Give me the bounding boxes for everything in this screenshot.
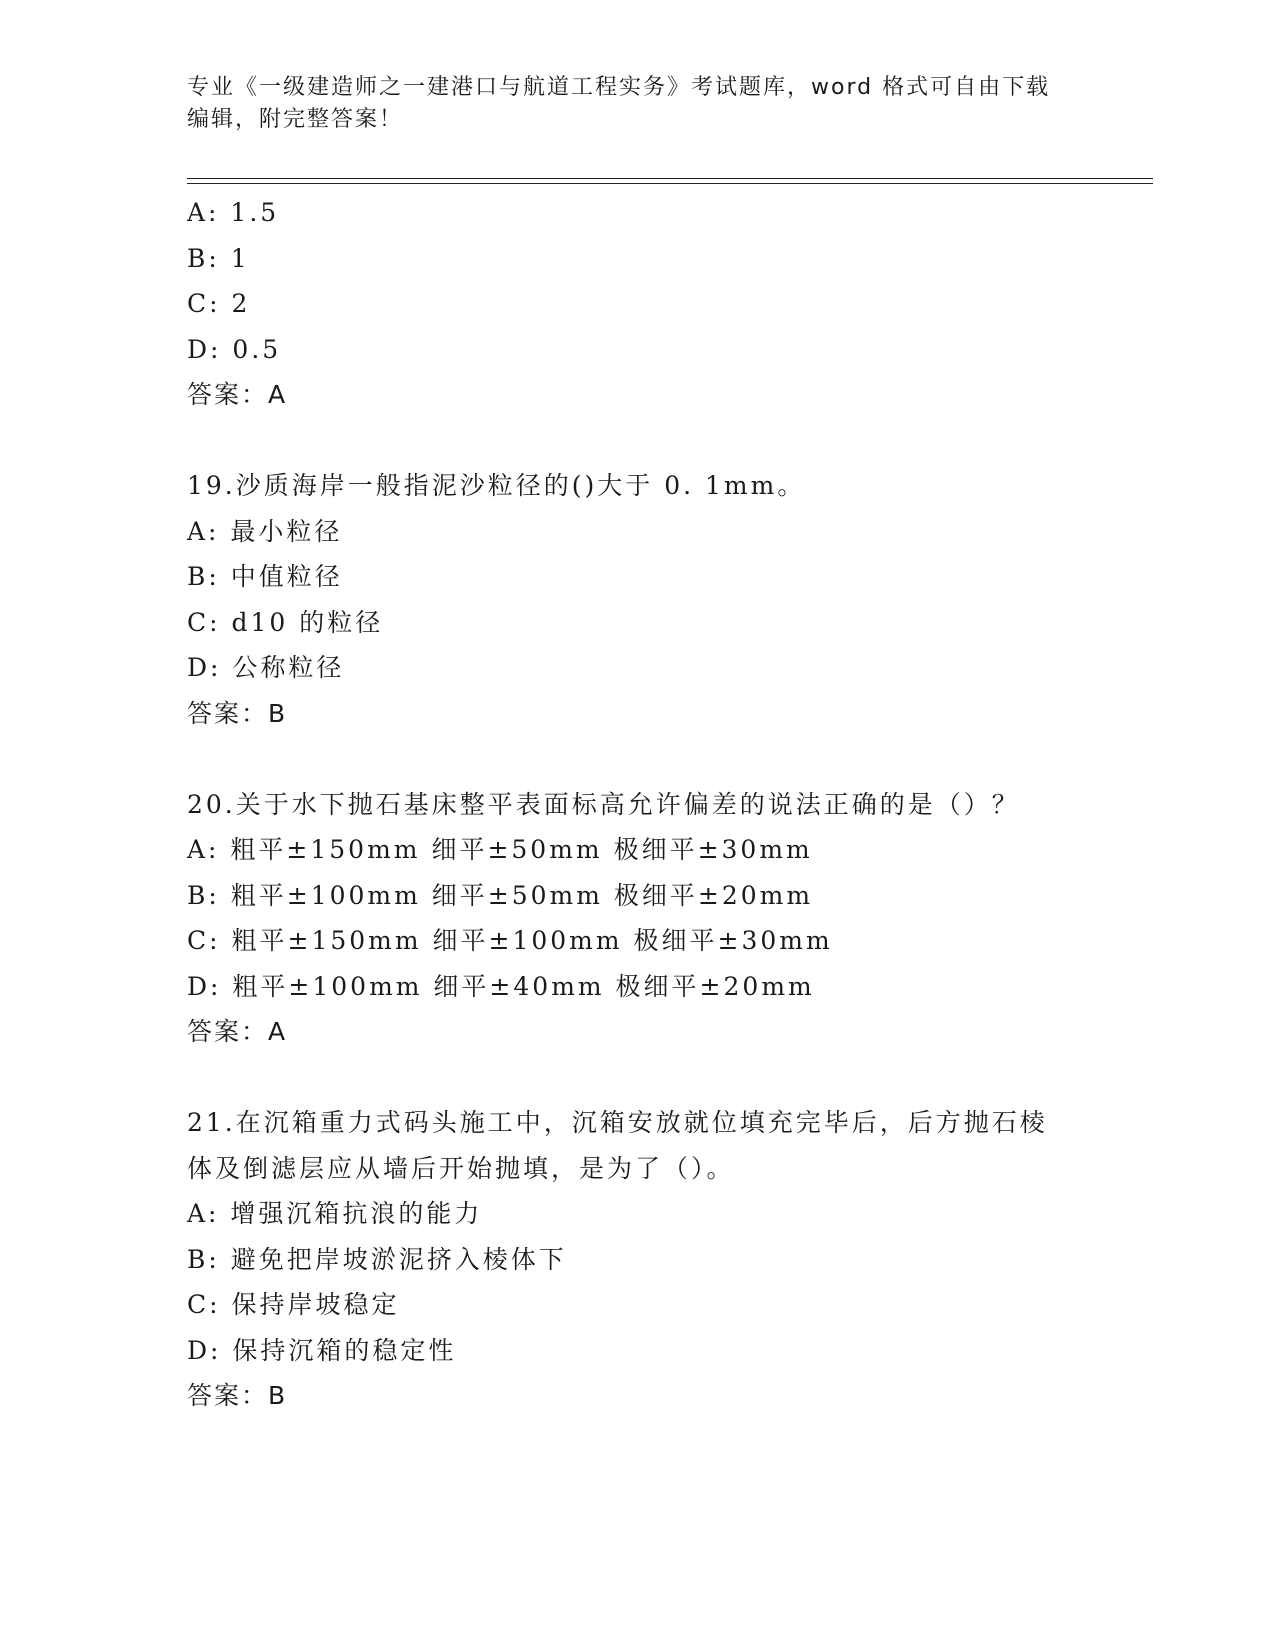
question-list xyxy=(187,190,1087,1419)
option-d: D: 公称粒径 xyxy=(187,653,345,682)
spacer xyxy=(187,736,1087,782)
option-b: B: 粗平±100mm 细平±50mm 极细平±20mm xyxy=(187,880,814,910)
question-title: 20.关于水下抛石基床整平表面标高允许偏差的说法正确的是（）？ xyxy=(187,789,1020,819)
option-d: D: 0.5 xyxy=(187,334,282,364)
spacer xyxy=(187,1055,1087,1101)
option-c: C: d10 的粒径 xyxy=(187,607,384,637)
option-b: B: 中值粒径 xyxy=(187,562,343,591)
answer: 答案：B xyxy=(187,698,288,728)
question-title: 19.沙质海岸一般指泥沙粒径的()大于 0. 1mm。 xyxy=(187,471,806,500)
answer: 答案：B xyxy=(187,1381,288,1410)
option-b: B: 避免把岸坡淤泥挤入棱体下 xyxy=(187,1244,567,1274)
answer: 答案：A xyxy=(187,380,288,409)
question-19 xyxy=(187,463,1087,736)
question-21 xyxy=(187,1100,1087,1419)
spacer xyxy=(187,418,1087,464)
option-b: B: 1 xyxy=(187,243,250,273)
option-d: D: 粗平±100mm 细平±40mm 极细平±20mm xyxy=(187,971,815,1001)
option-a: A: 粗平±150mm 细平±50mm 极细平±30mm xyxy=(187,835,813,864)
option-a: A: 1.5 xyxy=(187,198,280,227)
option-c: C: 2 xyxy=(187,289,251,318)
option-a: A: 增强沉箱抗浪的能力 xyxy=(187,1199,483,1228)
header-divider-bottom xyxy=(187,183,1153,184)
document-header: 专业《一级建造师之一建港口与航道工程实务》考试题库，word 格式可自由下载编辑，附完整答案！ xyxy=(187,75,1051,132)
answer: 答案：A xyxy=(187,1017,288,1046)
option-c: C: 保持岸坡稳定 xyxy=(187,1290,400,1319)
option-a: A: 最小粒径 xyxy=(187,516,343,546)
header-divider-top xyxy=(187,178,1153,179)
question-title-line-2: 体及倒滤层应从墙后开始抛填，是为了（）。 xyxy=(187,1153,735,1183)
question-20 xyxy=(187,782,1087,1055)
question-title-line-1: 21.在沉箱重力式码头施工中，沉箱安放就位填充完毕后，后方抛石棱 xyxy=(187,1108,1048,1137)
option-d: D: 保持沉箱的稳定性 xyxy=(187,1335,457,1365)
question-18 xyxy=(187,190,1087,418)
option-c: C: 粗平±150mm 细平±100mm 极细平±30mm xyxy=(187,926,833,955)
